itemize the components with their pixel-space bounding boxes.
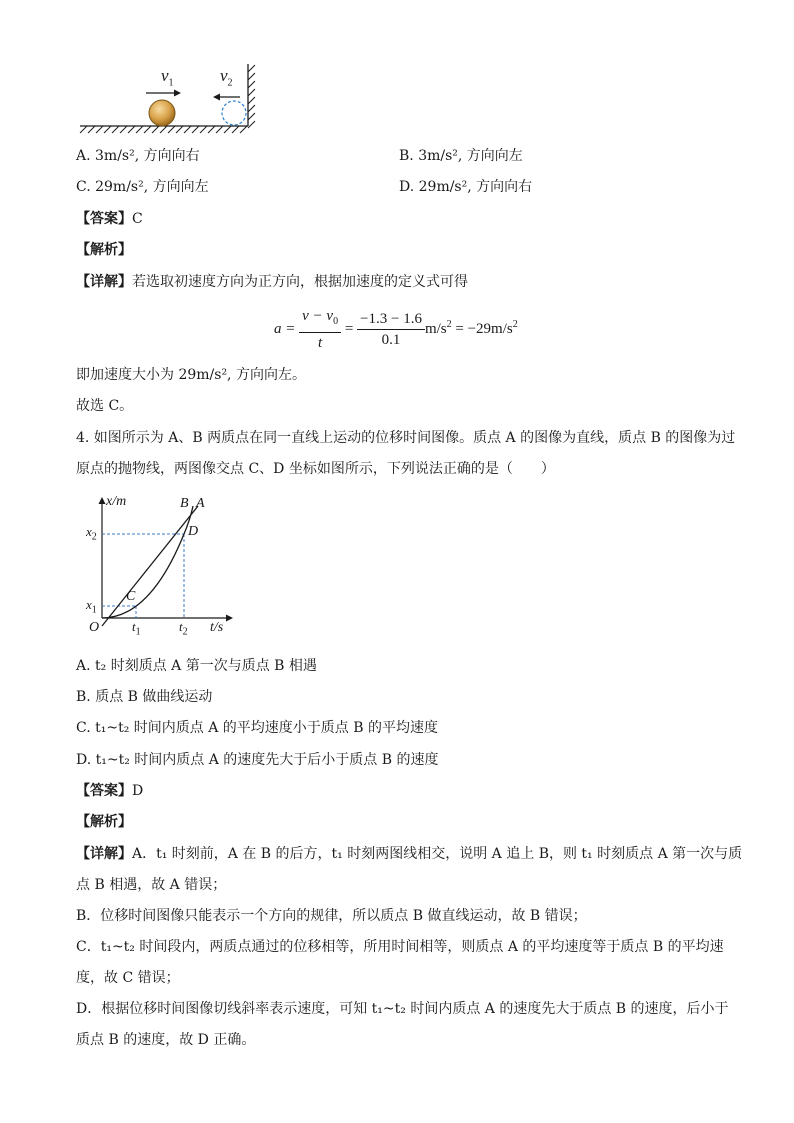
q4-option-a: A. t₂ 时刻质点 A 第一次与质点 B 相遇 bbox=[76, 658, 317, 674]
q3-choose: 故选 C。 bbox=[76, 398, 134, 414]
origin-label: O bbox=[89, 620, 100, 635]
formula-rhs: = −29m/s bbox=[455, 320, 513, 337]
ball bbox=[149, 100, 175, 126]
q4-detail-line5: 度，故 C 错误； bbox=[76, 970, 180, 986]
q4-option-b: B. 质点 B 做曲线运动 bbox=[76, 689, 213, 705]
q3-option-d: D. 29m/s², 方向向右 bbox=[399, 179, 533, 195]
v1-label bbox=[161, 66, 174, 88]
t2-label: $t_2$ bbox=[179, 619, 188, 638]
formula-den2: 0.1 bbox=[381, 332, 401, 348]
answer-tag: 【答案】 bbox=[76, 211, 132, 227]
q3-option-a: A. 3m/s², 方向向右 bbox=[76, 148, 200, 164]
formula-frac-1 bbox=[299, 306, 341, 353]
axis-label-x: x/m bbox=[106, 494, 127, 509]
detail-text: A．t₁ 时刻前，A 在 B 的后方，t₁ 时刻两图线相交，说明 A 追上 B，则 t₁ 时刻质点 A 第一次与质 bbox=[132, 846, 743, 862]
formula-num2: −1.3 − 1.6 bbox=[357, 309, 425, 330]
formula-eq: = bbox=[344, 320, 354, 337]
ball-rebound-outline bbox=[222, 101, 246, 125]
curve-b-label: B bbox=[180, 496, 189, 511]
v1-symbol: v bbox=[161, 66, 169, 85]
q3-detail bbox=[76, 272, 468, 292]
answer-tag: 【答案】 bbox=[76, 783, 132, 799]
formula-unit: m/s bbox=[424, 320, 447, 337]
q3-answer bbox=[76, 209, 143, 229]
x2-label: $x_2$ bbox=[86, 524, 97, 543]
curve-b bbox=[102, 506, 193, 618]
answer-value: D bbox=[132, 783, 144, 799]
formula-num1-sub: 0 bbox=[333, 316, 339, 327]
xt-graph bbox=[80, 492, 260, 642]
q4-detail-line3: B．位移时间图像只能表示一个方向的规律，所以质点 B 做直线运动，故 B 错误； bbox=[76, 908, 587, 924]
formula-lhs: a = bbox=[274, 320, 296, 337]
t1-label: $t_1$ bbox=[132, 619, 141, 638]
line-a-label: A bbox=[196, 496, 205, 511]
q3-option-c: C. 29m/s², 方向向左 bbox=[76, 179, 209, 195]
v2-symbol: v bbox=[220, 66, 228, 85]
x1-label: $x_1$ bbox=[86, 597, 97, 616]
q3-analysis-tag: 【解析】 bbox=[76, 242, 132, 258]
q4-detail-line7: 质点 B 的速度，故 D 正确。 bbox=[76, 1032, 256, 1048]
q4-stem-line1: 4. 如图所示为 A、B 两质点在同一直线上运动的位移时间图像。质点 A 的图像为直线，质点 B 的图像为过 bbox=[76, 430, 736, 446]
q4-detail-line4: C．t₁~t₂ 时间段内，两质点通过的位移相等，所用时间相等，则质点 A 的平均速度等于质点 B 的平均速 bbox=[76, 939, 724, 955]
v2-subscript: 2 bbox=[227, 77, 233, 89]
acceleration-formula: a = $\frac{v - v_0}{t}$ = $\frac{-1.3 - 1.6}{0.1}$ $m/s^2 = -29m/s^2$ bbox=[274, 308, 518, 351]
xt-graph-svg bbox=[80, 492, 260, 642]
q4-analysis-tag: 【解析】 bbox=[76, 814, 132, 830]
formula-frac-2 bbox=[357, 309, 425, 350]
detail-tag: 【详解】 bbox=[76, 274, 132, 290]
q4-detail-line2: 点 B 相遇，故 A 错误； bbox=[76, 877, 227, 893]
q4-detail-line1 bbox=[76, 844, 742, 864]
formula-den1: t bbox=[318, 335, 323, 351]
q4-detail-line6: D．根据位移时间图像切线斜率表示速度，可知 t₁~t₂ 时间内质点 A 的速度先大于质点 B 的速度，后小于 bbox=[76, 1001, 729, 1017]
q4-option-c: C. t₁~t₂ 时间内质点 A 的平均速度小于质点 B 的平均速度 bbox=[76, 720, 438, 736]
q4-option-d: D. t₁~t₂ 时间内质点 A 的速度先大于后小于质点 B 的速度 bbox=[76, 752, 439, 768]
answer-value: C bbox=[132, 211, 143, 227]
point-d-label: D bbox=[188, 524, 199, 539]
detail-text: 若选取初速度方向为正方向，根据加速度的定义式可得 bbox=[132, 274, 468, 290]
v1-subscript: 1 bbox=[168, 77, 174, 89]
detail-tag: 【详解】 bbox=[76, 846, 132, 862]
formula-num1: v − v bbox=[302, 308, 334, 324]
v2-label bbox=[220, 66, 233, 88]
q3-conclusion: 即加速度大小为 29m/s², 方向向左。 bbox=[76, 367, 306, 383]
q4-answer bbox=[76, 781, 143, 801]
axis-label-t: t/s bbox=[210, 620, 224, 635]
q4-stem-line2: 原点的抛物线，两图像交点 C、D 坐标如图所示，下列说法正确的是（ ） bbox=[76, 461, 555, 477]
point-c-label: C bbox=[126, 589, 136, 604]
q3-option-b: B. 3m/s², 方向向左 bbox=[399, 148, 523, 164]
